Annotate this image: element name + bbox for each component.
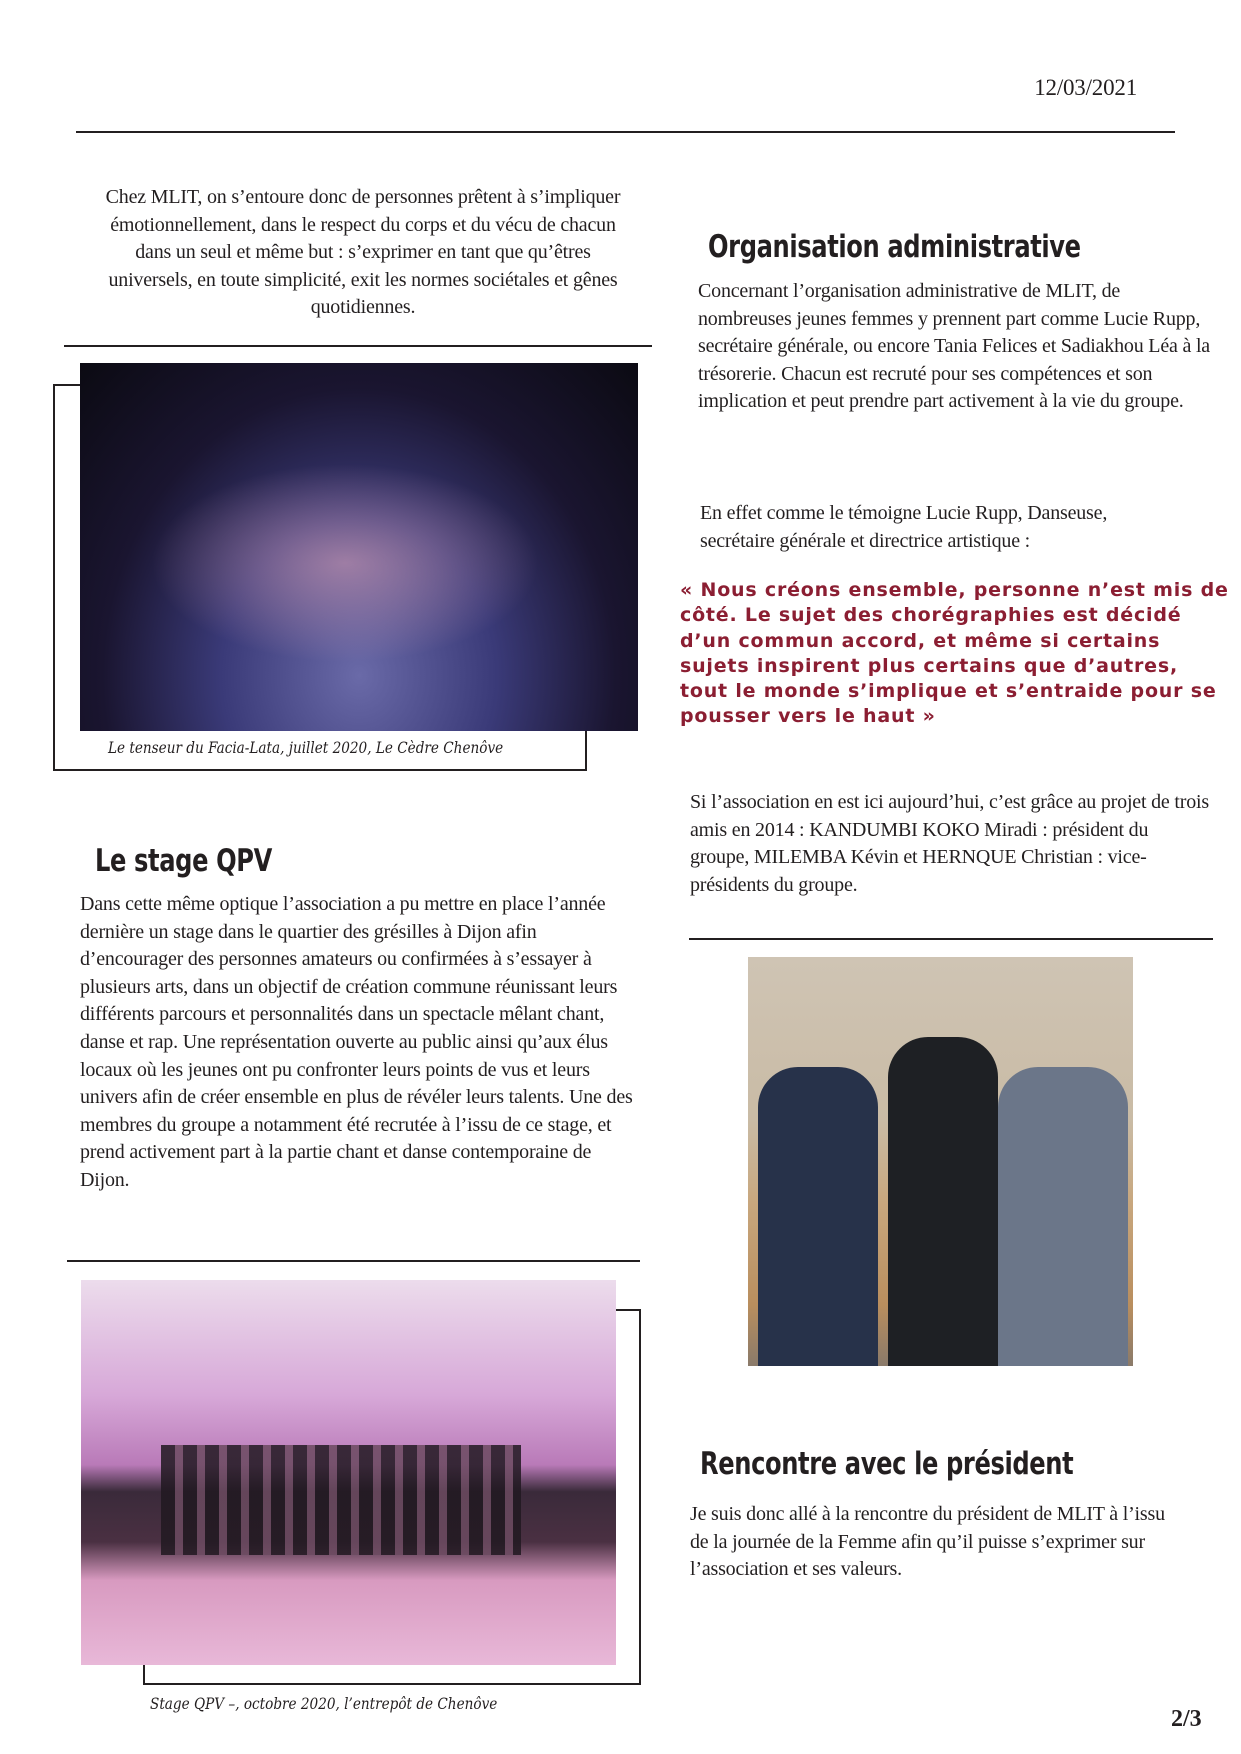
- stage-qpv-photo: [81, 1280, 616, 1665]
- divider: [67, 1260, 640, 1262]
- rencontre-heading: Rencontre avec le président: [700, 1446, 1074, 1482]
- page-number: 2/3: [1171, 1706, 1202, 1732]
- history-paragraph: Si l’association en est ici aujourd’hui, c’est grâce au projet de trois amis en 2014 : KANDUMBI KOKO Miradi : président du groupe, MILEMBA Kévin et HERNQUE Christian : vice-présidents du groupe.: [690, 791, 1209, 896]
- stage-heading: Le stage QPV: [95, 843, 272, 879]
- intro-paragraph: Chez MLIT, on s’entoure donc de personnes prêtent à s’impliquer émotionnellement, dans le respect du corps et du vécu de chacun dans un seul et même but : s’exprimer en tant que qu’êtres universels, en toute simplicité, exit les normes sociétales et gênes quotidiennes.: [105, 186, 621, 319]
- date: 12/03/2021: [1034, 75, 1137, 100]
- rencontre-paragraph: Je suis donc allé à la rencontre du président de MLIT à l’issu de la journée de la Femme afin qu’il puisse s’exprimer sur l’association et ses valeurs.: [690, 1503, 1165, 1581]
- divider: [64, 345, 652, 347]
- organisation-heading: Organisation administrative: [708, 229, 1081, 265]
- divider: [689, 938, 1213, 940]
- lucie-rupp-quote: « Nous créons ensemble, personne n’est mis de côté. Le sujet des chorégraphies est décidé d’un commun accord, et même si certains sujets inspirent plus certains que d’autres, tout le monde s’implique et s’entraide pour se pousser vers le haut »: [680, 579, 1229, 728]
- dance-performance-photo: [80, 363, 638, 731]
- photo3-caption: Stage QPV –, octobre 2020, l’entrepôt de Chenôve: [150, 1694, 498, 1713]
- photo1-caption: Le tenseur du Facia-Lata, juillet 2020, Le Cèdre Chenôve: [108, 738, 504, 757]
- quote-intro: En effet comme le témoigne Lucie Rupp, Danseuse, secrétaire générale et directrice artistique :: [700, 502, 1108, 552]
- header-divider: [76, 131, 1175, 133]
- organisation-paragraph: Concernant l’organisation administrative de MLIT, de nombreuses jeunes femmes y prennent part comme Lucie Rupp, secrétaire générale, ou encore Tania Felices et Sadiakhou Léa à la trésorerie. Chacun est recruté pour ses compétences et son implication et peut prendre part activement à la vie du groupe.: [698, 280, 1210, 413]
- stage-paragraph: Dans cette même optique l’association a pu mettre en place l’année dernière un stage dans le quartier des grésilles à Dijon afin d’encourager des personnes amateurs ou confirmées à s’essayer à plusieurs arts, dans un objectif de création commune réunissant leurs différents parcours et personnalités dans un spectacle mêlant chant, danse et rap. Une représentation ouverte au public ainsi qu’aux élus locaux où les jeunes ont pu confronter leurs points de vus et leurs univers afin de créer ensemble en plus de révéler leurs talents. Une des membres du groupe a notamment été recrutée à l’issu de ce stage, et prend activement part à la partie chant et danse contemporaine de Dijon.: [80, 893, 633, 1191]
- founders-photo: [748, 957, 1133, 1366]
